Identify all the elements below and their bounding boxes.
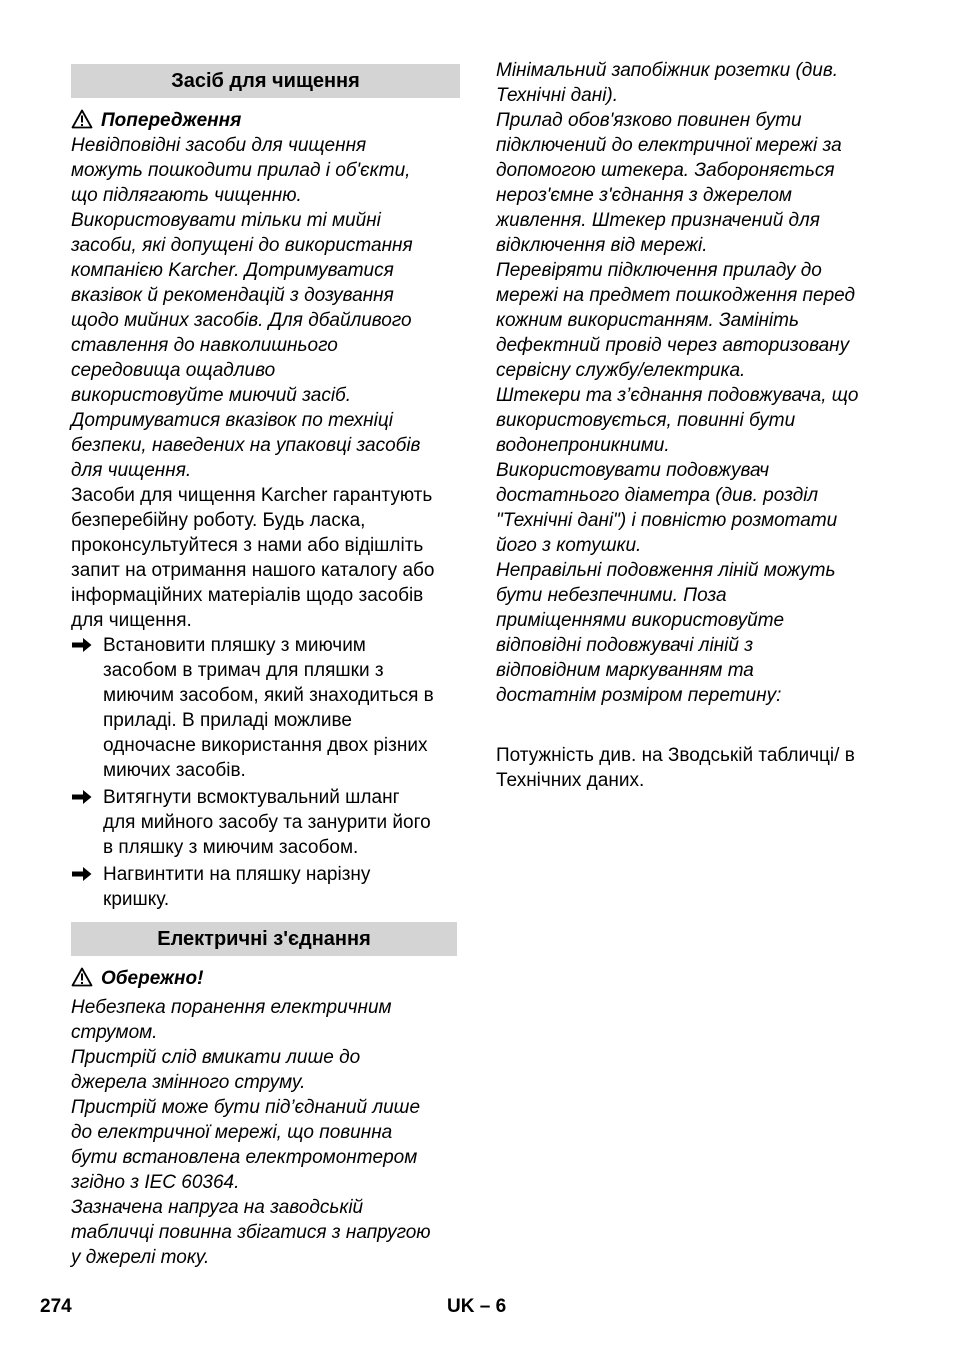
list-item-line: миючих засобів. bbox=[103, 760, 246, 781]
text-line: живлення. Штекер призначений для bbox=[496, 210, 820, 231]
right-column bbox=[496, 58, 888, 793]
warning-line: Використовувати тільки ті мийні bbox=[71, 210, 381, 231]
caution-line: бути встановлена електромонтером bbox=[71, 1147, 418, 1168]
text-line: Прилад обов'язково повинен бути bbox=[496, 110, 802, 131]
text-line: приміщеннями використовуйте bbox=[496, 610, 785, 631]
list-item-line: одночасне використання двох різних bbox=[103, 735, 428, 756]
caution-line: джерела змінного струму. bbox=[71, 1072, 306, 1093]
text-line: бути небезпечними. Поза bbox=[496, 585, 727, 606]
arrow-right-icon bbox=[71, 865, 93, 883]
body-line: проконсультуйтеся з нами або відішліть bbox=[71, 535, 424, 556]
caution-line: табличці повинна збігатися з напругою bbox=[71, 1222, 431, 1243]
list-item bbox=[71, 633, 460, 783]
text-line: Технічні дані). bbox=[496, 85, 619, 106]
arrow-right-icon bbox=[71, 636, 93, 654]
body-line: для чищення. bbox=[71, 610, 192, 631]
power-note bbox=[496, 743, 888, 793]
electrical-requirements-text bbox=[496, 58, 888, 708]
language-page-label: UK – 6 bbox=[447, 1296, 507, 1317]
warning-triangle-icon bbox=[71, 967, 93, 987]
warning-title: Попередження bbox=[101, 110, 242, 131]
text-line: Технічних даних. bbox=[496, 770, 645, 791]
text-line: мережі на предмет пошкодження перед bbox=[496, 285, 856, 306]
warning-line: безпеки, наведених на упаковці засобів bbox=[71, 435, 421, 456]
warning-text bbox=[71, 133, 460, 483]
warning-line: середовища ощадливо bbox=[71, 360, 276, 381]
text-line: сервісну службу/електрика. bbox=[496, 360, 746, 381]
text-line: Використовувати подовжувач bbox=[496, 460, 770, 481]
caution-line: до електричної мережі, що повинна bbox=[71, 1122, 393, 1143]
list-item-line: в пляшку з миючим засобом. bbox=[103, 837, 359, 858]
caution-line: Небезпека поранення електричним bbox=[71, 997, 392, 1018]
warning-line: вказівок й рекомендацій з дозування bbox=[71, 285, 394, 306]
text-line: кожним використанням. Замініть bbox=[496, 310, 799, 331]
text-line: Перевіряти підключення приладу до bbox=[496, 260, 822, 281]
text-line: відповідним маркуванням та bbox=[496, 660, 754, 681]
warning-line: щодо мийних засобів. Для дбайливого bbox=[71, 310, 412, 331]
text-line: Мінімальний запобіжник розетки (див. bbox=[496, 60, 839, 81]
text-line: допомогою штекера. Забороняється bbox=[496, 160, 835, 181]
left-column bbox=[71, 58, 460, 1270]
caution-line: Пристрій може бути під’єднаний лише bbox=[71, 1097, 421, 1118]
text-line: Потужність див. на Зводській табличці/ в bbox=[496, 745, 855, 766]
text-line: Неправільні подовження ліній можуть bbox=[496, 560, 836, 581]
warning-line: для чищення. bbox=[71, 460, 192, 481]
body-line: Засоби для чищення Karcher гарантують bbox=[71, 485, 433, 506]
text-line: використовується, повинні бути bbox=[496, 410, 796, 431]
warning-line: Дотримуватися вказівок по техніці bbox=[71, 410, 393, 431]
warning-line: можуть пошкодити прилад і об'єкти, bbox=[71, 160, 411, 181]
text-line: Штекери та з’єднання подовжувача, що bbox=[496, 385, 859, 406]
body-line: інформаційних матеріалів щодо засобів bbox=[71, 585, 424, 606]
list-item-line: Нагвинтити на пляшку нарізну bbox=[103, 864, 371, 885]
text-line: відключення від мережі. bbox=[496, 235, 708, 256]
list-item-line: приладі. В приладі можливе bbox=[103, 710, 352, 731]
list-item-line: Витягнути всмоктувальний шланг bbox=[103, 787, 400, 808]
text-line: його з котушки. bbox=[496, 535, 642, 556]
list-item-line: для мийного засобу та занурити його bbox=[103, 812, 431, 833]
text-line: "Технічні дані") і повністю розмотати bbox=[496, 510, 838, 531]
section-title-cleaning-agent: Засіб для чищення bbox=[71, 64, 460, 98]
warning-triangle-icon bbox=[71, 109, 93, 129]
warning-line: Невідповідні засоби для чищення bbox=[71, 135, 367, 156]
warning-heading bbox=[71, 108, 460, 133]
arrow-right-icon bbox=[71, 788, 93, 806]
text-line: достатнього діаметра (див. розділ bbox=[496, 485, 819, 506]
text-line: підключений до електричної мережі за bbox=[496, 135, 842, 156]
caution-line: у джерелі току. bbox=[71, 1247, 210, 1268]
warning-line: засоби, які допущені до використання bbox=[71, 235, 413, 256]
warning-line: використовуйте миючий засіб. bbox=[71, 385, 352, 406]
caution-line: Пристрій слід вмикати лише до bbox=[71, 1047, 361, 1068]
body-line: безперебійну роботу. Будь ласка, bbox=[71, 510, 366, 531]
body-line: запит на отримання нашого каталогу або bbox=[71, 560, 435, 581]
list-item bbox=[71, 862, 460, 912]
list-item bbox=[71, 785, 460, 860]
caution-line: Зазначена напруга на заводській bbox=[71, 1197, 364, 1218]
list-item-line: миючим засобом, який знаходиться в bbox=[103, 685, 434, 706]
caution-line: струмом. bbox=[71, 1022, 158, 1043]
list-item-line: кришку. bbox=[103, 889, 170, 910]
text-line: нероз'ємне з'єднання з джерелом bbox=[496, 185, 792, 206]
page-number: 274 bbox=[40, 1296, 72, 1317]
warning-line: ставлення до навколишнього bbox=[71, 335, 338, 356]
list-item-line: засобом в тримач для пляшки з bbox=[103, 660, 384, 681]
text-line: водонепроникними. bbox=[496, 435, 670, 456]
text-line: достатнім розміром перетину: bbox=[496, 685, 782, 706]
text-line: відповідні подовжувачі ліній з bbox=[496, 635, 754, 656]
text-line: дефектний провід через авторизовану bbox=[496, 335, 850, 356]
list-item-line: Встановити пляшку з миючим bbox=[103, 635, 366, 656]
caution-title: Обережно! bbox=[101, 968, 204, 989]
warning-line: що підлягають чищенню. bbox=[71, 185, 302, 206]
body-paragraph bbox=[71, 483, 460, 633]
caution-text bbox=[71, 995, 460, 1270]
caution-heading bbox=[71, 966, 460, 991]
warning-line: компанією Karcher. Дотримуватися bbox=[71, 260, 394, 281]
caution-line: згідно з IEC 60364. bbox=[71, 1172, 240, 1193]
section-title-electrical-connections: Електричні з'єднання bbox=[71, 922, 457, 956]
